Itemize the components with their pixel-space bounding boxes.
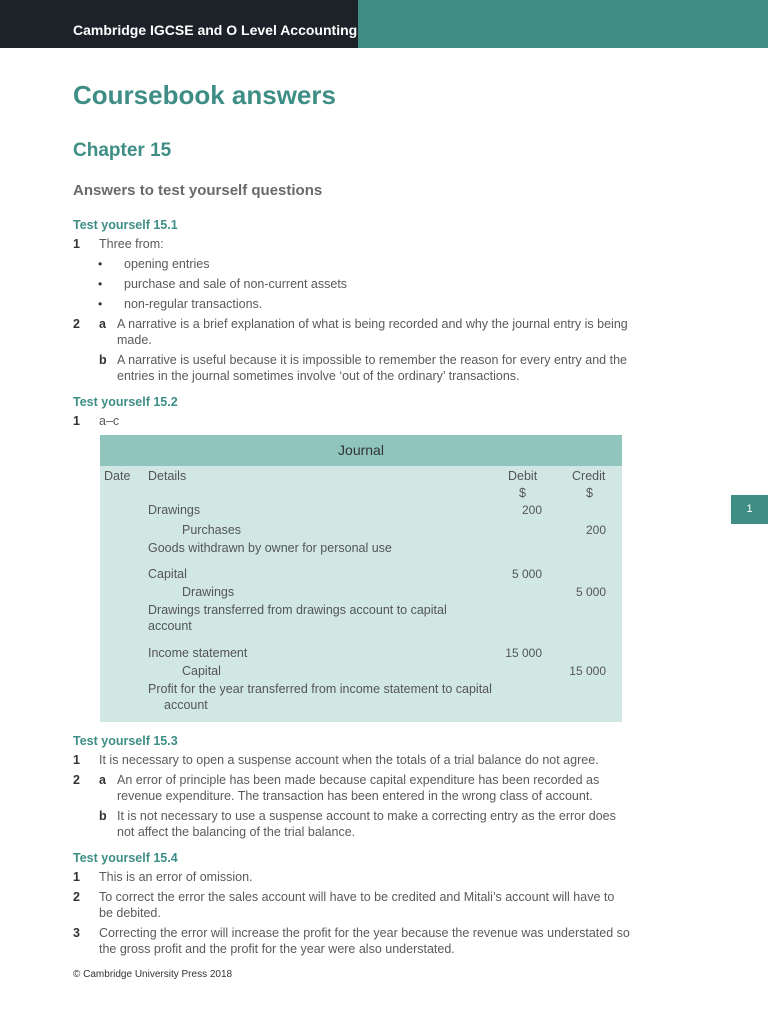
question-number: 1 — [73, 414, 80, 428]
journal-credit-account: Capital — [182, 664, 221, 678]
part-letter: a — [99, 773, 106, 787]
bullet-item: opening entries — [124, 257, 210, 271]
credit-currency: $ — [586, 486, 593, 500]
journal-debit-amount: 5 000 — [511, 567, 542, 581]
answer-text: To correct the error the sales account will have to be credited and Mitali’s account will have to — [99, 890, 615, 904]
answer-text: a–c — [99, 414, 120, 428]
question-number: 1 — [73, 870, 80, 884]
page-title: Coursebook answers — [73, 80, 336, 110]
column-header-credit: Credit — [572, 469, 606, 483]
journal-debit-amount: 15 000 — [505, 646, 542, 660]
section-heading-15-4: Test yourself 15.4 — [73, 851, 178, 865]
section-heading-15-3: Test yourself 15.3 — [73, 734, 178, 748]
bullet-marker: • — [98, 277, 103, 291]
journal-narrative: Profit for the year transferred from income statement to capital — [148, 682, 492, 696]
question-number: 3 — [73, 926, 80, 940]
answer-text: It is not necessary to use a suspense account to make a correcting entry as the error does — [117, 809, 616, 823]
part-letter: a — [99, 317, 106, 331]
answer-text: be debited. — [99, 906, 161, 920]
section-subtitle: Answers to test yourself questions — [73, 182, 323, 199]
journal-title: Journal — [100, 435, 622, 466]
debit-currency: $ — [519, 486, 526, 500]
answer-text: A narrative is a brief explanation of what is being recorded and why the journal entry is being — [117, 317, 628, 331]
part-letter: b — [99, 353, 107, 367]
part-letter: b — [99, 809, 107, 823]
journal-credit-amount: 15 000 — [569, 664, 606, 678]
question-number: 2 — [73, 890, 80, 904]
answer-text: A narrative is useful because it is impossible to remember the reason for every entry and the — [117, 353, 627, 367]
journal-debit-amount: 200 — [521, 503, 542, 517]
journal-debit-account: Income statement — [148, 646, 248, 660]
column-header-details: Details — [148, 469, 187, 483]
bullet-item: purchase and sale of non-current assets — [124, 277, 348, 291]
journal-narrative: Goods withdrawn by owner for personal use — [148, 541, 392, 555]
answer-text: not affect the balancing of the trial balance. — [117, 825, 356, 839]
answer-text: Three from: — [99, 237, 164, 251]
answer-text: It is necessary to open a suspense account when the totals of a trial balance do not agree. — [99, 753, 599, 767]
chapter-title: Chapter 15 — [73, 140, 172, 161]
column-header-date: Date — [104, 469, 131, 483]
page-number-badge: 1 — [731, 495, 768, 524]
journal-credit-amount: 200 — [585, 523, 606, 537]
answer-text: An error of principle has been made because capital expenditure has been recorded as — [117, 773, 600, 787]
journal-narrative: Drawings transferred from drawings account to capital — [148, 603, 447, 617]
journal-credit-amount: 5 000 — [575, 585, 606, 599]
journal-narrative: account — [148, 619, 192, 633]
journal-debit-account: Drawings — [148, 503, 201, 517]
answer-text: This is an error of omission. — [99, 870, 253, 884]
question-number: 2 — [73, 317, 80, 331]
journal-narrative: account — [164, 698, 208, 712]
bullet-marker: • — [98, 297, 103, 311]
answer-text: Correcting the error will increase the profit for the year because the revenue was understated so — [99, 926, 630, 940]
column-header-debit: Debit — [508, 469, 538, 483]
header-teal-block — [358, 0, 768, 48]
copyright-footer: © Cambridge University Press 2018 — [73, 969, 233, 980]
question-number: 1 — [73, 237, 80, 251]
section-heading-15-1: Test yourself 15.1 — [73, 218, 178, 232]
journal-debit-account: Capital — [148, 567, 187, 581]
question-number: 1 — [73, 753, 80, 767]
bullet-item: non-regular transactions. — [124, 297, 263, 311]
answer-text: revenue expenditure. The transaction has been entered in the wrong class of account. — [117, 789, 593, 803]
book-title: Cambridge IGCSE and O Level Accounting — [73, 22, 358, 38]
header-bar — [0, 0, 768, 48]
answer-text: entries in the journal sometimes involve ‘out of the ordinary’ transactions. — [117, 369, 520, 383]
answer-text: the gross profit and the profit for the year were also understated. — [99, 942, 455, 956]
journal-credit-account: Drawings — [182, 585, 235, 599]
journal-credit-account: Purchases — [182, 523, 242, 537]
section-heading-15-2: Test yourself 15.2 — [73, 395, 178, 409]
question-number: 2 — [73, 773, 80, 787]
journal-table — [100, 435, 622, 722]
answer-text: made. — [117, 333, 152, 347]
bullet-marker: • — [98, 257, 103, 271]
